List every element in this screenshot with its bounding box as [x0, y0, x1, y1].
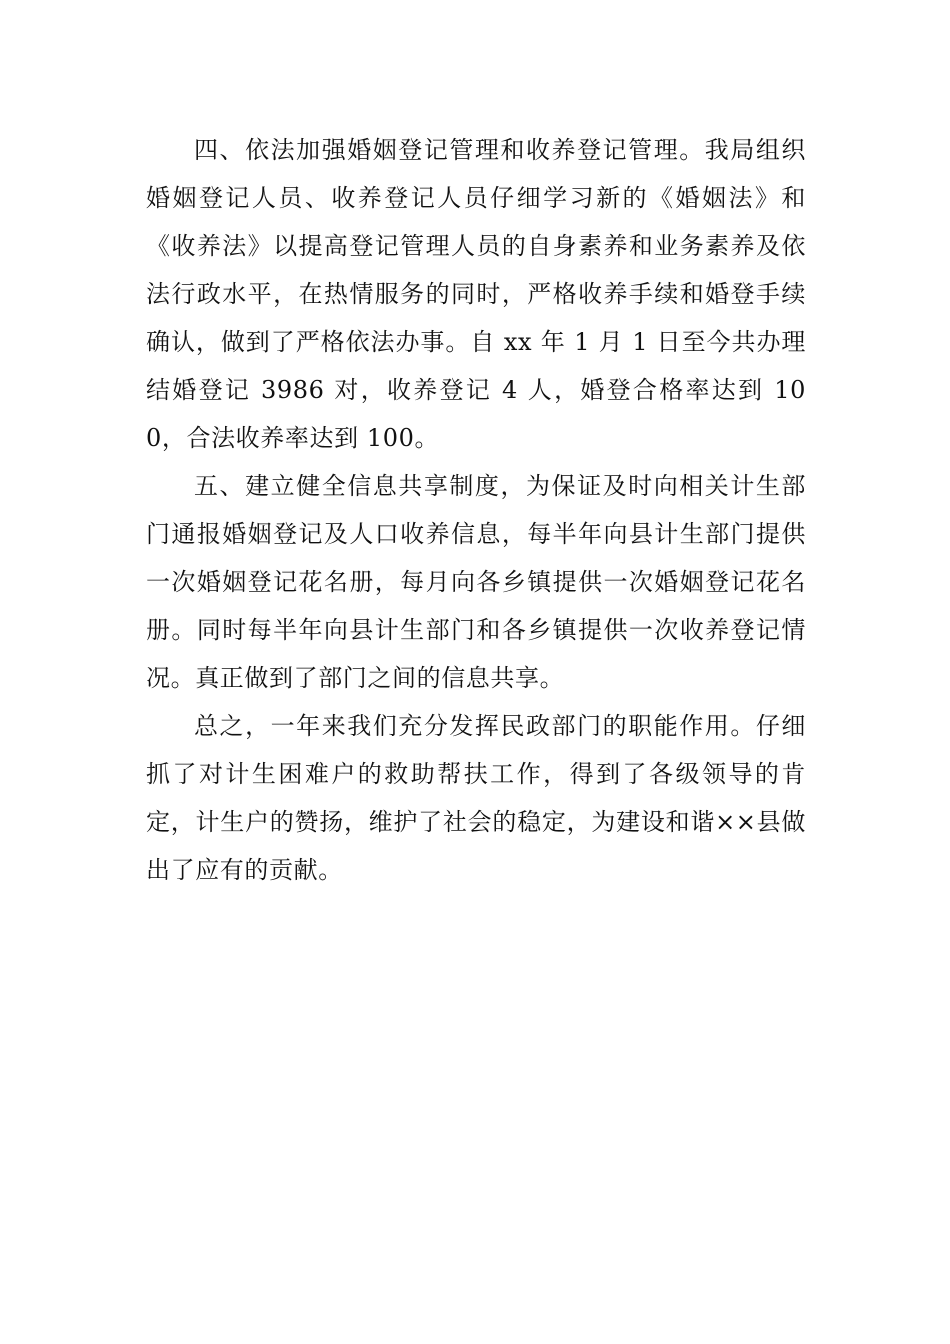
- paragraph-marriage-adoption-registration: 四、依法加强婚姻登记管理和收养登记管理。我局组织婚姻登记人员、收养登记人员仔细学习新的《婚姻法》和《收养法》以提高登记管理人员的自身素养和业务素养及依法行政水平，在热情服务的同时，严格收养手续和婚登手续确认，做到了严格依法办事。自 xx 年 1 月 1 日至今共办理结婚登记 3986 对，收养登记 4 人，婚登合格率达到 100，合法收养率达到 100。: [146, 136, 806, 452]
- paragraph-information-sharing: 五、建立健全信息共享制度，为保证及时向相关计生部门通报婚姻登记及人口收养信息，每半年向县计生部门提供一次婚姻登记花名册，每月向各乡镇提供一次婚姻登记花名册。同时每半年向县计生部门和各乡镇提供一次收养登记情况。真正做到了部门之间的信息共享。: [146, 472, 806, 692]
- paragraph-conclusion: 总之，一年来我们充分发挥民政部门的职能作用。仔细抓了对计生困难户的救助帮扶工作，得到了各级领导的肯定，计生户的赞扬，维护了社会的稳定，为建设和谐××县做出了应有的贡献。: [146, 712, 806, 884]
- document-body: [146, 126, 806, 894]
